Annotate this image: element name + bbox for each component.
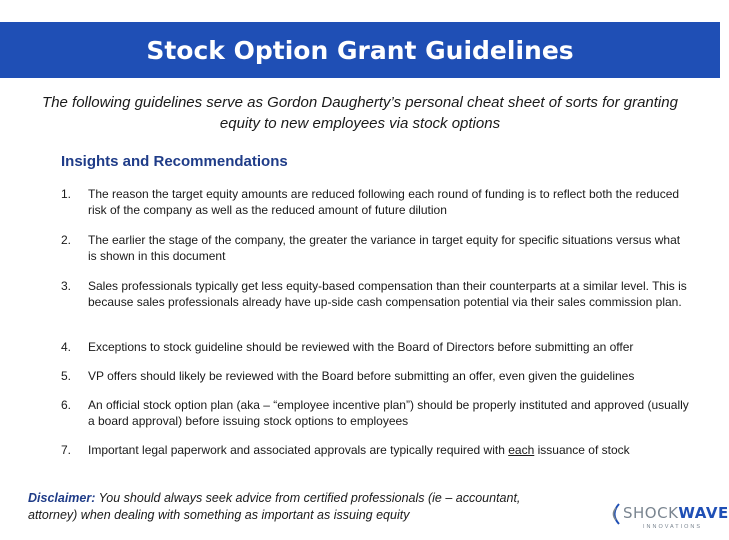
wave-icon [607, 501, 621, 527]
item-number: 2. [61, 233, 72, 247]
list-item [61, 397, 691, 429]
item-text: The earlier the stage of the company, the greater the variance in target equity for specific situations versus what is shown in this document [88, 233, 681, 263]
item-number: 6. [61, 398, 72, 412]
item-number: 7. [61, 443, 72, 457]
list-item [61, 339, 691, 355]
item-text: The reason the target equity amounts are reduced following each round of funding is to reflect both the reduced risk of the company as well as the reduced amount of future dilution [88, 187, 680, 217]
item-text: An official stock option plan (aka – “employee incentive plan”) should be properly instituted and approved (usually a board approval) before issuing stock options to employees [88, 398, 689, 428]
list-item [61, 442, 691, 458]
item-number: 5. [61, 369, 72, 383]
item-text: Exceptions to stock guideline should be reviewed with the Board of Directors before submitting an offer [88, 340, 634, 354]
title-banner [0, 22, 720, 78]
logo-wordmark: SHOCKWAVE [623, 504, 729, 522]
item-number: 3. [61, 279, 72, 293]
emphasis-each: each [508, 443, 535, 457]
intro-text: The following guidelines serve as Gordon Daugherty’s personal cheat sheet of sorts for granting equity to new employees via stock options [42, 94, 678, 132]
shockwave-logo [607, 499, 729, 535]
item-text: VP offers should likely be reviewed with the Board before submitting an offer, even given the guidelines [88, 369, 635, 383]
disclaimer-text: You should always seek advice from certified professionals (ie – accountant, attorney) when dealing with something as important as issuing equity [28, 491, 521, 522]
list-item [61, 278, 691, 310]
section-heading: Insights and Recommendations [61, 153, 288, 170]
list-item [61, 232, 691, 264]
page-title: Stock Option Grant Guidelines [146, 35, 574, 65]
item-text: Sales professionals typically get less equity-based compensation than their counterparts at a similar level. This is because sales professionals already have up-side cash compensation potential via their sales commission plan. [88, 279, 687, 309]
list-item [61, 368, 691, 384]
logo-subtitle: INNOVATIONS [643, 524, 703, 530]
disclaimer [28, 490, 568, 524]
disclaimer-label: Disclaimer: [28, 491, 96, 505]
item-number: 4. [61, 340, 72, 354]
item-text: Important legal paperwork and associated approvals are typically required with each issuance of stock [88, 443, 630, 457]
list-item [61, 186, 691, 218]
item-number: 1. [61, 187, 72, 201]
